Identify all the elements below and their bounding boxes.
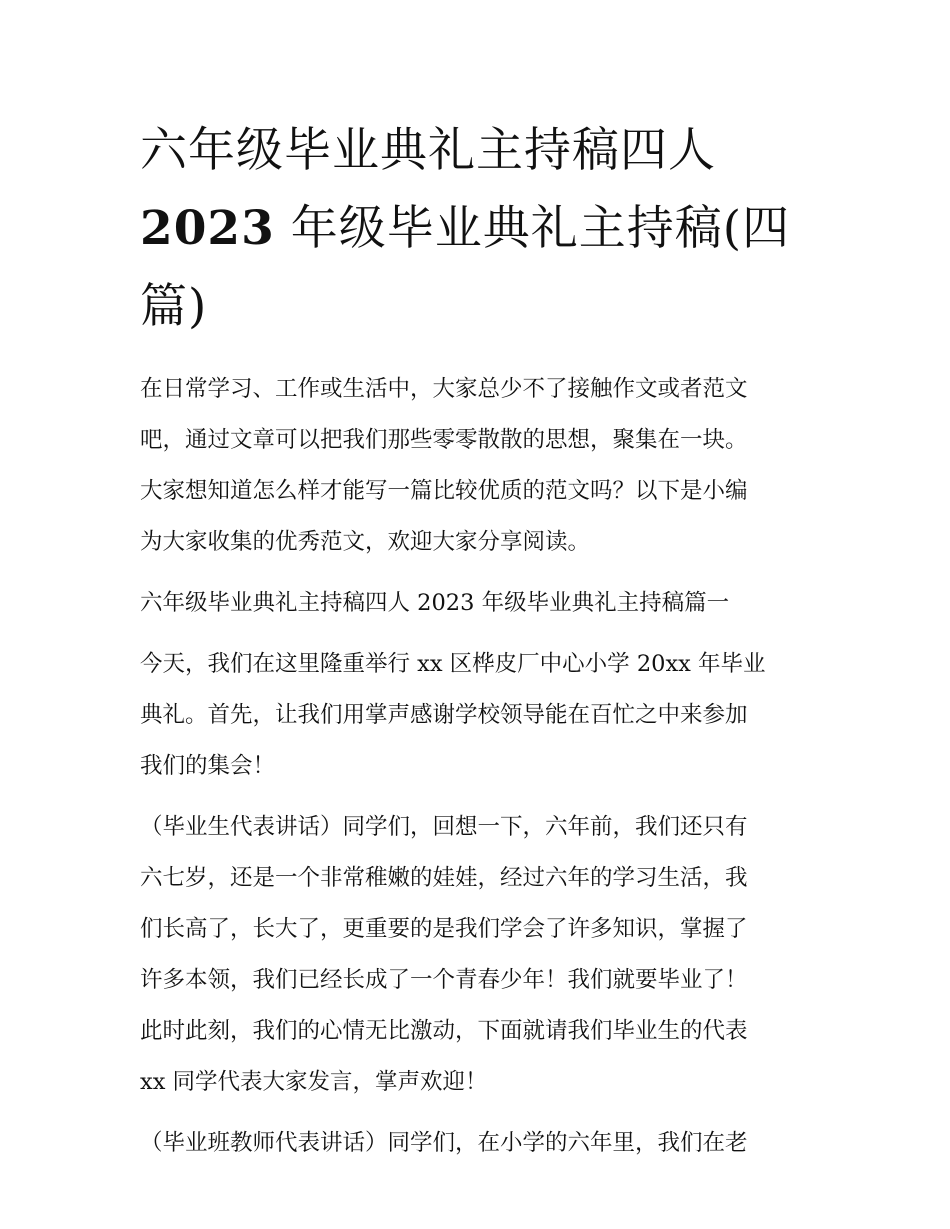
- document-page: [140, 112, 820, 1179]
- text-line: 此时此刻，我们的心情无比激动，下面就请我们毕业生的代表: [140, 1018, 748, 1044]
- title-line-3: 篇): [140, 279, 208, 334]
- text-line: 在日常学习、工作或生活中，大家总少不了接触作文或者范文: [140, 376, 748, 402]
- section-heading: [140, 578, 820, 629]
- text-line: 为大家收集的优秀范文，欢迎大家分享阅读。: [140, 529, 591, 555]
- text-line: 今天，我们在这里隆重举行 xx 区桦皮厂中心小学 20xx 年毕业: [140, 651, 766, 677]
- text-line: 典礼。首先，让我们用掌声感谢学校领导能在百忙之中来参加: [140, 702, 748, 728]
- teacher-speech-paragraph: [140, 1118, 820, 1169]
- student-speech-paragraph: [140, 802, 820, 1108]
- text-line: xx 同学代表大家发言，掌声欢迎！: [140, 1069, 488, 1095]
- text-line: 六七岁，还是一个非常稚嫩的娃娃，经过六年的学习生活，我: [140, 865, 748, 891]
- text-line: 六年级毕业典礼主持稿四人 2023 年级毕业典礼主持稿篇一: [140, 590, 730, 616]
- text-line: 许多本领，我们已经长成了一个青春少年！我们就要毕业了！: [140, 967, 748, 993]
- text-line: 吧，通过文章可以把我们那些零零散散的思想，聚集在一块。: [140, 427, 748, 453]
- document-title: [140, 112, 820, 346]
- text-line: （毕业班教师代表讲话）同学们，在小学的六年里，我们在老: [140, 1130, 748, 1156]
- intro-paragraph: [140, 364, 820, 568]
- text-line: 们长高了，长大了，更重要的是我们学会了许多知识，掌握了: [140, 916, 748, 942]
- text-line: 我们的集会！: [140, 753, 276, 779]
- opening-paragraph: [140, 639, 820, 792]
- title-line-2-text: 年级毕业典礼主持稿(四: [274, 201, 791, 256]
- title-line-1: 六年级毕业典礼主持稿四人: [140, 123, 716, 178]
- text-line: 大家想知道怎么样才能写一篇比较优质的范文吗？以下是小编: [140, 478, 748, 504]
- title-year: 2023: [140, 201, 275, 256]
- text-line: （毕业生代表讲话）同学们，回想一下，六年前，我们还只有: [140, 814, 748, 840]
- title-line-2: [140, 190, 820, 268]
